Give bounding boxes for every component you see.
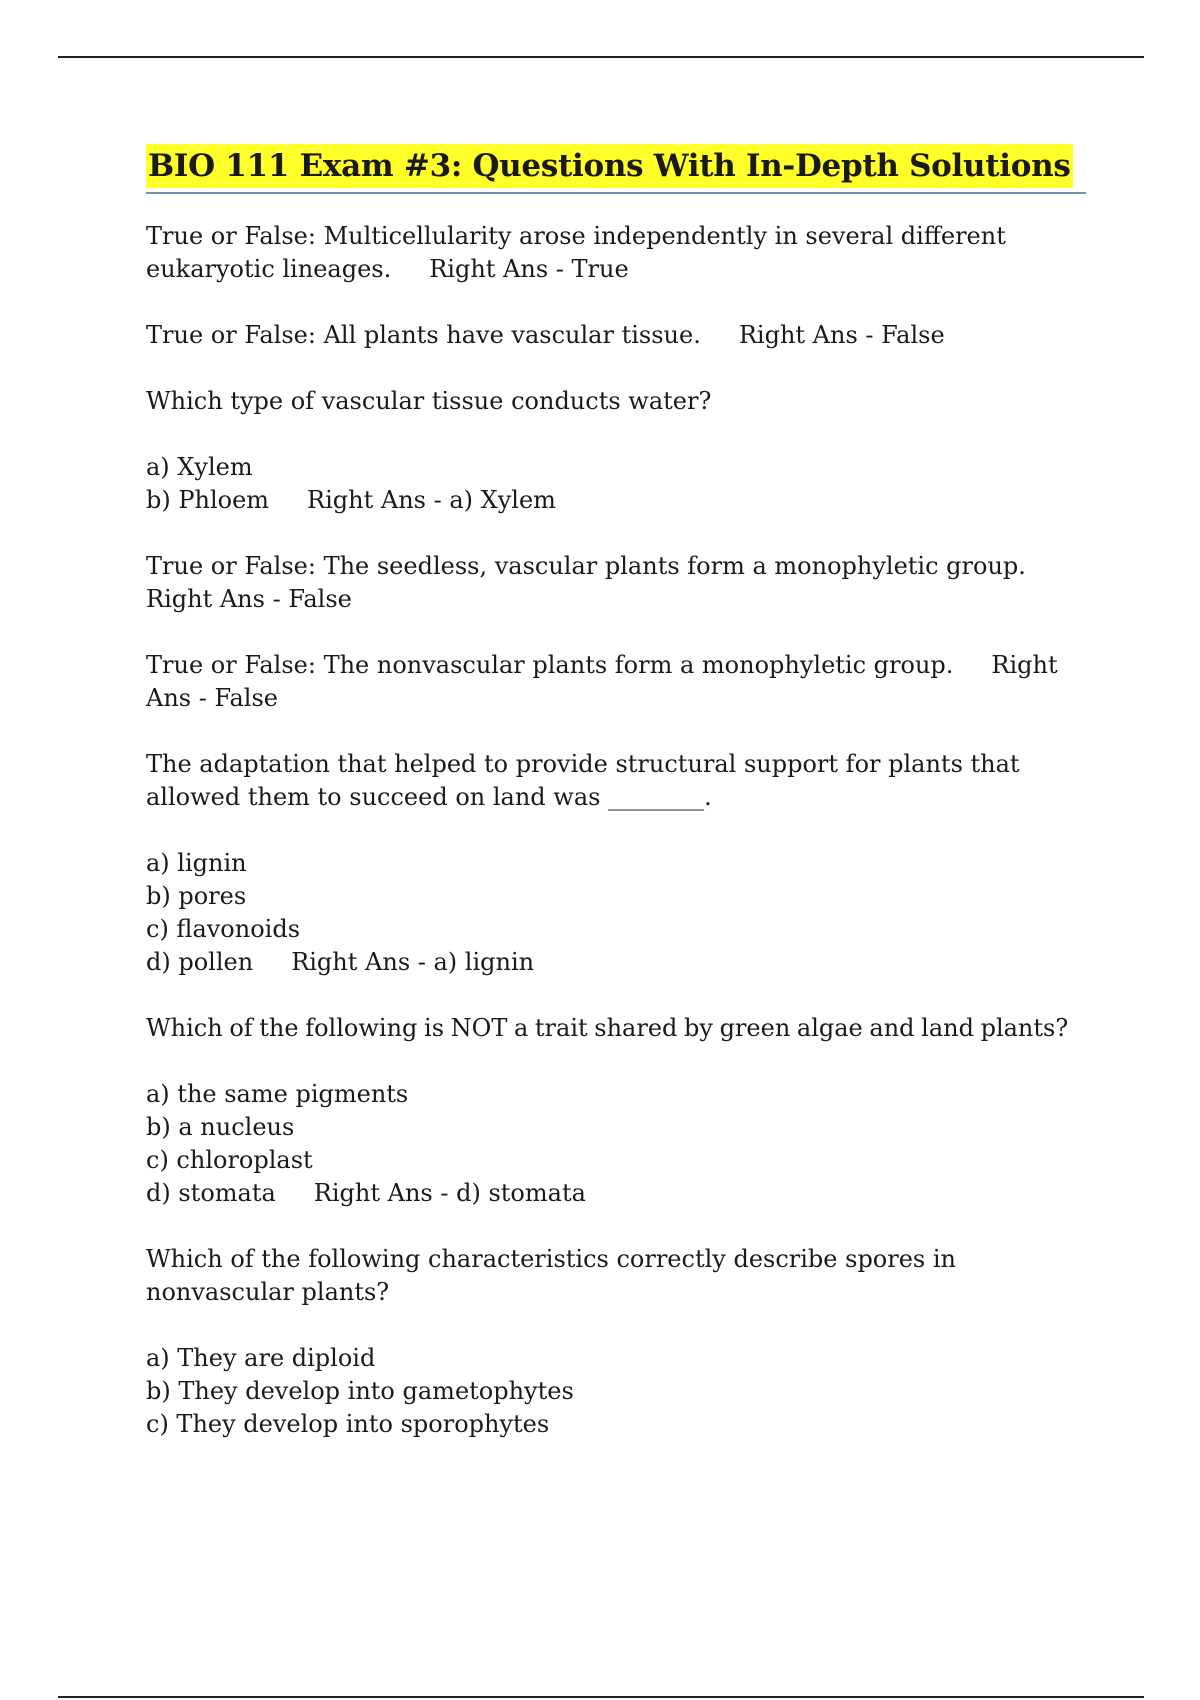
question-2-text: True or False: All plants have vascular tissue. [146, 321, 701, 349]
question-2-answer: Right Ans - False [738, 321, 945, 349]
question-8-option-c: c) They develop into sporophytes [146, 1410, 550, 1438]
question-6-option-c: c) flavonoids [146, 915, 301, 943]
question-7-option-d-line [146, 1177, 1086, 1210]
question-8-line-2: nonvascular plants? [146, 1278, 390, 1306]
question-6-answer: Right Ans - a) lignin [291, 948, 535, 976]
question-3-option-a: a) Xylem [146, 453, 253, 481]
question-3-options [146, 451, 1086, 517]
question-6-line-1: The adaptation that helped to provide structural support for plants that [146, 750, 1020, 778]
title-block [146, 144, 1086, 194]
question-2 [146, 319, 1086, 352]
question-4 [146, 550, 1086, 616]
question-1-line-1: True or False: Multicellularity arose independently in several different [146, 222, 1006, 250]
question-3 [146, 385, 1086, 418]
question-5 [146, 649, 1086, 715]
question-7-options [146, 1078, 1086, 1210]
question-5-answer-start: Right [991, 651, 1058, 679]
question-6-option-d-line [146, 946, 1086, 979]
question-8-option-a: a) They are diploid [146, 1344, 376, 1372]
question-1-answer: Right Ans - True [429, 255, 629, 283]
question-8-line-1: Which of the following characteristics correctly describe spores in [146, 1245, 957, 1273]
question-8-option-b: b) They develop into gametophytes [146, 1377, 574, 1405]
question-6-options [146, 847, 1086, 979]
question-6-line-2: allowed them to succeed on land was ________. [146, 783, 712, 811]
question-7-text: Which of the following is NOT a trait shared by green algae and land plants? [146, 1014, 1069, 1042]
question-1-line-2 [146, 253, 1086, 286]
question-3-text: Which type of vascular tissue conducts water? [146, 387, 712, 415]
question-7-option-c: c) chloroplast [146, 1146, 313, 1174]
footer-rule [58, 1696, 1144, 1698]
question-3-option-b: b) Phloem [146, 486, 270, 514]
question-2-line [146, 319, 1086, 352]
question-6 [146, 748, 1086, 814]
question-3-answer: Right Ans - a) Xylem [307, 486, 556, 514]
document-title: BIO 111 Exam #3: Questions With In-Depth Solutions [146, 144, 1073, 188]
question-7-option-a: a) the same pigments [146, 1080, 409, 1108]
document-body [146, 144, 1086, 1474]
question-8 [146, 1243, 1086, 1309]
question-7-option-d: d) stomata [146, 1179, 276, 1207]
question-8-options [146, 1342, 1086, 1441]
question-5-text: True or False: The nonvascular plants form a monophyletic group. [146, 651, 954, 679]
header-rule [58, 56, 1144, 58]
question-7-option-b: b) a nucleus [146, 1113, 295, 1141]
question-6-option-b: b) pores [146, 882, 247, 910]
question-6-option-d: d) pollen [146, 948, 254, 976]
question-1 [146, 220, 1086, 286]
question-5-line-1 [146, 649, 1086, 682]
question-5-answer-end: Ans - False [146, 684, 278, 712]
question-1-text-end: eukaryotic lineages. [146, 255, 392, 283]
question-7-answer: Right Ans - d) stomata [313, 1179, 586, 1207]
question-4-text: True or False: The seedless, vascular plants form a monophyletic group. [146, 552, 1026, 580]
question-4-answer: Right Ans - False [146, 585, 352, 613]
question-6-option-a: a) lignin [146, 849, 247, 877]
question-7 [146, 1012, 1086, 1045]
question-3-option-b-line [146, 484, 1086, 517]
